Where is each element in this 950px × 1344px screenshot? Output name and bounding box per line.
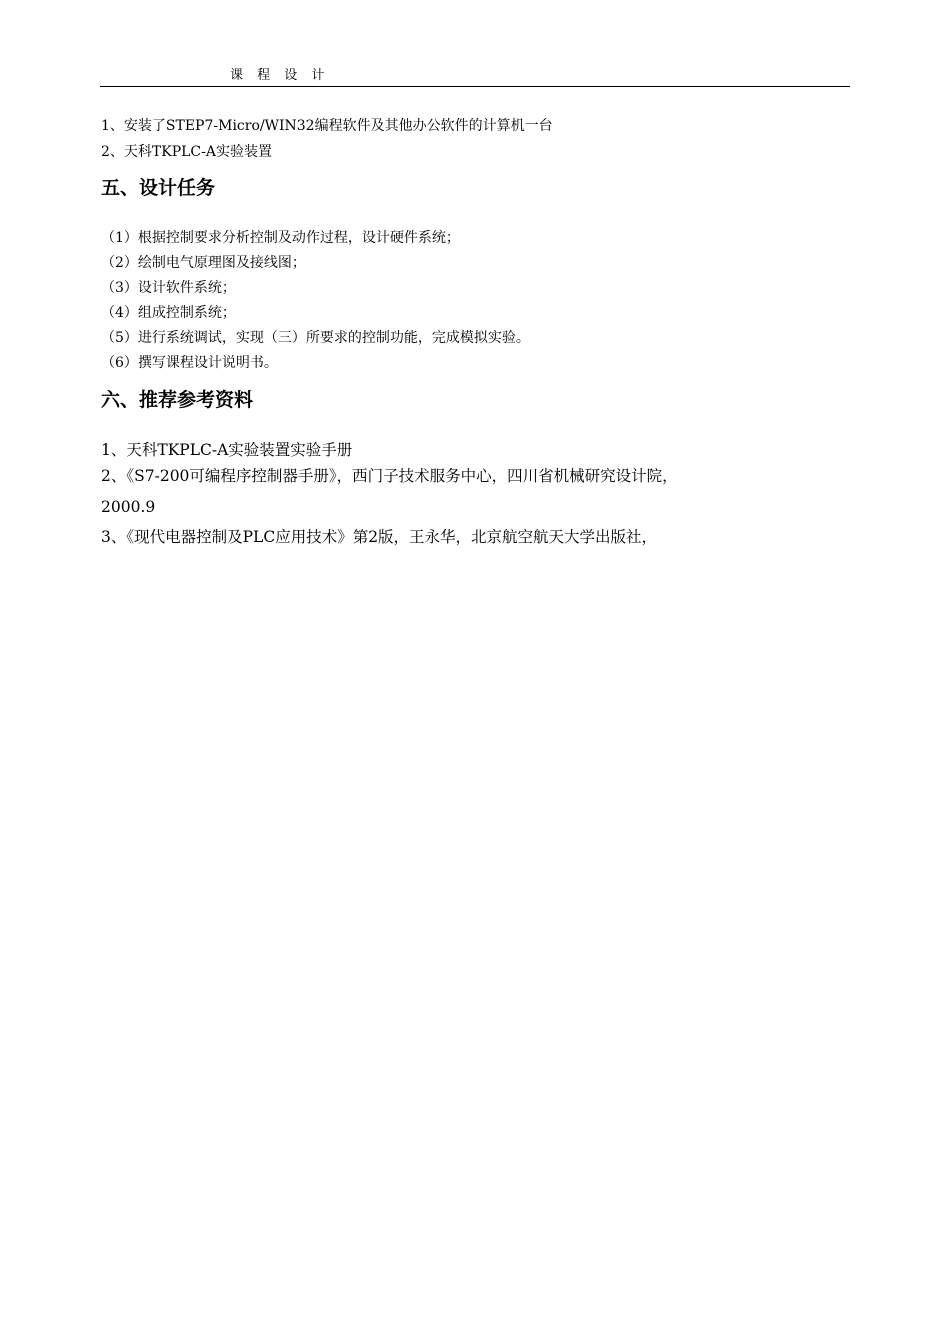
task-item: （5）进行系统调试，实现（三）所要求的控制功能，完成模拟实验。 [101,330,530,346]
reference-item: 2、《S7-200可编程序控制器手册》，西门子技术服务中心，四川省机械研究设计院， [101,467,678,485]
section-heading-design-tasks: 五、设计任务 [101,177,216,199]
task-item: （6）撰写课程设计说明书。 [101,355,278,371]
page-header-title: 课 程 设 计 [230,68,330,83]
task-item: （3）设计软件系统； [101,280,236,296]
equipment-item: 2、天科TKPLC-A实验装置 [101,144,272,160]
reference-item-continuation: 2000.9 [101,498,156,516]
task-item: （4）组成控制系统； [101,305,236,321]
task-item: （2）绘制电气原理图及接线图； [101,255,306,271]
reference-item: 1、天科TKPLC-A实验装置实验手册 [101,441,353,459]
equipment-item: 1、安装了STEP7-Micro/WIN32编程软件及其他办公软件的计算机一台 [101,118,553,134]
header-divider [100,86,850,87]
task-item: （1）根据控制要求分析控制及动作过程，设计硬件系统； [101,230,460,246]
reference-item: 3、《现代电器控制及PLC应用技术》第2版，王永华，北京航空航天大学出版社， [101,528,658,546]
section-heading-references: 六、推荐参考资料 [101,389,254,411]
